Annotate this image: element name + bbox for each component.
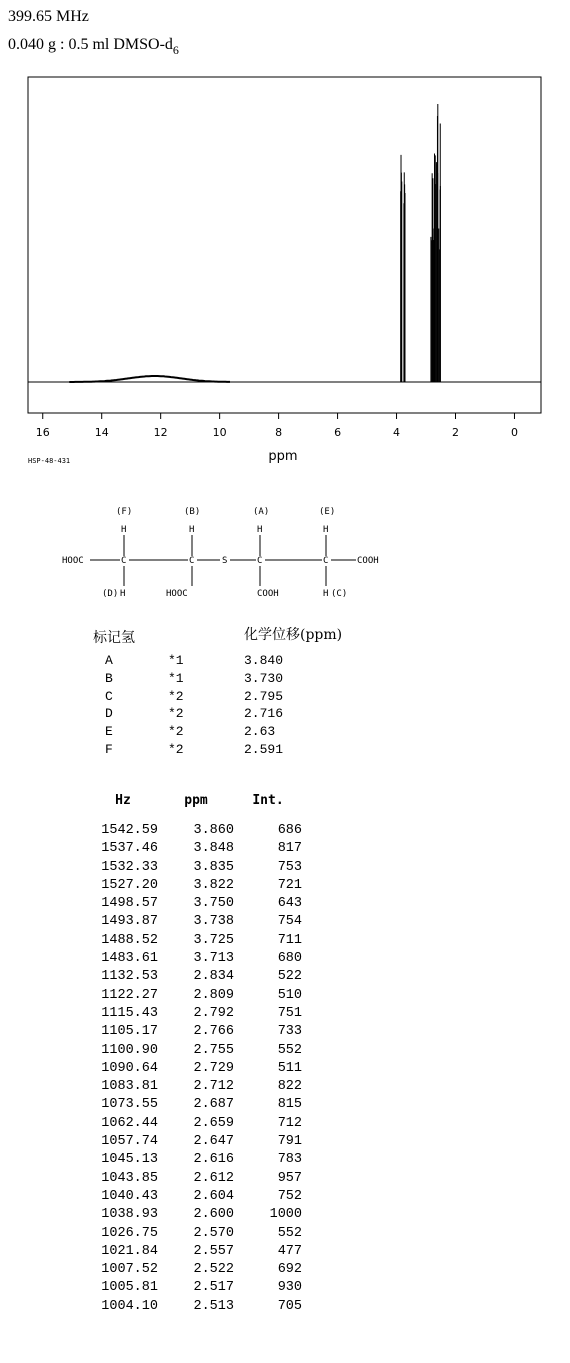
assignment-table (105, 652, 324, 759)
peak-ppm: 2.687 (193, 1097, 234, 1113)
assign-hydrogen: A (105, 653, 113, 668)
peak-ppm: 2.600 (193, 1207, 234, 1223)
table-row (88, 1261, 302, 1279)
table-row (88, 859, 302, 877)
h-c: H (323, 589, 329, 599)
peak-int: 783 (277, 1152, 302, 1168)
peak-ppm: 3.750 (193, 896, 234, 912)
nmr-spectrum-chart (0, 0, 570, 470)
assignment-row (105, 670, 324, 688)
table-row (88, 1188, 302, 1206)
cooh-right: COOH (357, 556, 379, 566)
peak-int: 791 (277, 1134, 302, 1150)
table-row (88, 1023, 302, 1041)
peak-ppm: 2.755 (193, 1042, 234, 1058)
assign-shift: 2.591 (244, 741, 284, 757)
peak-hz: 1073.55 (101, 1097, 158, 1113)
table-row (88, 1170, 302, 1188)
table-row (88, 1279, 302, 1297)
x-tick-label: 0 (510, 426, 518, 439)
peak-int: 822 (277, 1079, 302, 1095)
assign-multiplicity: *2 (168, 724, 184, 740)
x-tick-label: 12 (153, 426, 168, 439)
plot-frame (28, 77, 541, 413)
assign-multiplicity: *2 (168, 688, 184, 704)
assign-shift: 3.840 (244, 653, 284, 668)
table-row (88, 1005, 302, 1023)
peak-int: 733 (277, 1024, 302, 1040)
assignment-row (105, 705, 324, 723)
letter-c: (C) (331, 589, 348, 599)
h-d: H (120, 589, 126, 599)
peak-int: 680 (277, 951, 302, 967)
assign-hydrogen: F (105, 741, 113, 757)
peak-int: 643 (277, 896, 302, 912)
table-row (88, 840, 302, 858)
peak-ppm: 3.738 (193, 914, 234, 930)
peak-hz: 1083.81 (101, 1079, 158, 1095)
assign-header-shift: 化学位移(ppm) (244, 627, 343, 643)
table-row (88, 877, 302, 895)
peak-int: 957 (277, 1170, 302, 1186)
peak-int: 721 (277, 877, 302, 893)
peak-ppm: 2.612 (193, 1170, 234, 1186)
frequency-label: 399.65 MHz (8, 8, 89, 25)
peak-table-body (88, 822, 302, 1316)
assign-shift: 2.716 (244, 706, 284, 722)
table-row (88, 895, 302, 913)
table-row (88, 1096, 302, 1114)
peak-hz: 1062.44 (101, 1115, 158, 1131)
peak-hz: 1026.75 (101, 1225, 158, 1241)
peak-ppm: 3.835 (193, 859, 234, 875)
broad-acid-peak (69, 376, 230, 382)
assign-hydrogen: E (105, 724, 113, 740)
molecule-structure (60, 500, 400, 600)
table-row (88, 968, 302, 986)
peak-hz: 1090.64 (101, 1060, 158, 1076)
peak-int: 752 (277, 1188, 302, 1204)
hooc-b: HOOC (166, 589, 188, 599)
header-int: Int. (252, 792, 284, 808)
peak-ppm: 3.860 (193, 823, 234, 838)
peak-ppm: 2.604 (193, 1188, 234, 1204)
x-tick-label: 2 (452, 426, 459, 439)
peak-int: 552 (277, 1042, 302, 1058)
peak-table (88, 788, 302, 1316)
peak-int: 1000 (269, 1207, 302, 1223)
peak-hz: 1132.53 (101, 969, 158, 985)
assignment-table-body (105, 652, 324, 759)
sample-subscript: 6 (172, 43, 179, 57)
peak-int: 751 (277, 1005, 302, 1021)
peak-ppm: 2.647 (193, 1134, 234, 1150)
peak-ppm: 2.712 (193, 1079, 234, 1095)
header-ppm: ppm (184, 792, 208, 808)
assignment-row (105, 652, 324, 670)
peak-ppm: 3.725 (193, 932, 234, 948)
assign-multiplicity: *1 (168, 653, 184, 668)
peak-ppm: 2.570 (193, 1225, 234, 1241)
peak-int: 477 (277, 1243, 302, 1259)
peak-hz: 1532.33 (101, 859, 158, 875)
table-row (88, 1042, 302, 1060)
peak-group (401, 104, 441, 382)
peak-ppm: 3.713 (193, 951, 234, 967)
assign-shift: 2.795 (244, 688, 284, 704)
table-row (88, 913, 302, 931)
peak-hz: 1493.87 (101, 914, 158, 930)
letter-a: (A) (253, 507, 270, 517)
table-row (88, 987, 302, 1005)
peak-int: 705 (277, 1298, 302, 1314)
peak-hz: 1542.59 (101, 823, 158, 838)
peak-hz: 1038.93 (101, 1207, 158, 1223)
assign-hydrogen: D (105, 706, 113, 722)
peak-ppm: 2.513 (193, 1298, 234, 1314)
peak-int: 686 (277, 823, 302, 838)
peak-hz: 1005.81 (101, 1280, 158, 1296)
peak-ppm: 2.616 (193, 1152, 234, 1168)
peak-ppm: 3.848 (193, 841, 234, 857)
peak-ppm: 2.517 (193, 1280, 234, 1296)
assign-multiplicity: *1 (168, 670, 184, 686)
peak-int: 930 (277, 1280, 302, 1296)
peak-hz: 1498.57 (101, 896, 158, 912)
peak-hz: 1488.52 (101, 932, 158, 948)
x-axis-ticks (36, 413, 518, 439)
sulfur: S (222, 556, 228, 566)
carbon-f: C (121, 556, 127, 566)
letter-b: (B) (184, 507, 201, 517)
assignment-row (105, 723, 324, 741)
table-row (88, 950, 302, 968)
table-row (88, 1151, 302, 1169)
assign-header-hydrogen: 标记氢 (93, 630, 135, 646)
peak-int: 711 (277, 932, 302, 948)
peak-ppm: 2.766 (193, 1024, 234, 1040)
peak-int: 552 (277, 1225, 302, 1241)
peak-hz: 1007.52 (101, 1262, 158, 1278)
x-tick-label: 6 (334, 426, 342, 439)
hooc-left: HOOC (62, 556, 84, 566)
peak-int: 522 (277, 969, 302, 985)
peak-ppm: 2.834 (193, 969, 234, 985)
carbon-e: C (323, 556, 329, 566)
assign-shift: 2.63 (244, 724, 276, 740)
peak-hz: 1057.74 (101, 1134, 158, 1150)
x-tick-label: 16 (35, 426, 50, 439)
assign-hydrogen: C (105, 688, 113, 704)
peak-int: 815 (277, 1097, 302, 1113)
peak-table-header-row (88, 788, 302, 812)
peak-int: 754 (277, 914, 302, 930)
peak-hz: 1105.17 (101, 1024, 158, 1040)
peak-ppm: 2.809 (193, 987, 234, 1003)
x-tick-label: 4 (393, 426, 401, 439)
peak-hz: 1100.90 (101, 1042, 158, 1058)
peak-hz: 1043.85 (101, 1170, 158, 1186)
h-e: H (323, 525, 329, 535)
peak-hz: 1115.43 (101, 1005, 158, 1021)
peak-ppm: 2.659 (193, 1115, 234, 1131)
peak-hz: 1527.20 (101, 877, 158, 893)
letter-d: (D) (102, 589, 119, 599)
peak-hz: 1021.84 (101, 1243, 158, 1259)
table-row (88, 1078, 302, 1096)
peak-int: 753 (277, 859, 302, 875)
table-row (88, 1206, 302, 1224)
peak-ppm: 2.729 (193, 1060, 234, 1076)
peak-hz: 1045.13 (101, 1152, 158, 1168)
peak-int: 692 (277, 1262, 302, 1278)
peak-hz: 1040.43 (101, 1188, 158, 1204)
table-row (88, 1115, 302, 1133)
peak-ppm: 3.822 (193, 877, 234, 893)
table-row (88, 932, 302, 950)
peak-int: 510 (277, 987, 302, 1003)
letter-f: (F) (116, 507, 133, 517)
h-f: H (121, 525, 127, 535)
letter-e: (E) (319, 507, 336, 517)
table-row (88, 1060, 302, 1078)
table-row (88, 1243, 302, 1261)
assign-multiplicity: *2 (168, 741, 184, 757)
assign-hydrogen: B (105, 670, 113, 686)
peak-hz: 1537.46 (101, 841, 158, 857)
x-tick-label: 10 (212, 426, 227, 439)
table-row (88, 1133, 302, 1151)
assign-multiplicity: *2 (168, 706, 184, 722)
table-row (88, 1298, 302, 1316)
x-axis-label: ppm (268, 449, 298, 464)
carbon-a: C (257, 556, 263, 566)
peak-hz: 1122.27 (101, 987, 158, 1003)
spectrum-code: HSP-48-431 (28, 457, 71, 465)
table-row (88, 822, 302, 840)
peak-hz: 1004.10 (101, 1298, 158, 1314)
peak-ppm: 2.792 (193, 1005, 234, 1021)
peak-ppm: 2.522 (193, 1262, 234, 1278)
peak-hz: 1483.61 (101, 951, 158, 967)
peak-int: 712 (277, 1115, 302, 1131)
sample-text: 0.040 g : 0.5 ml DMSO-d (8, 36, 173, 53)
cooh-a: COOH (257, 589, 279, 599)
table-row (88, 1225, 302, 1243)
assignment-row (105, 688, 324, 706)
x-tick-label: 14 (94, 426, 109, 439)
header-hz: Hz (115, 792, 131, 808)
assign-shift: 3.730 (244, 670, 284, 686)
peak-int: 511 (277, 1060, 302, 1076)
peak-int: 817 (277, 841, 302, 857)
carbon-b: C (189, 556, 195, 566)
peak-ppm: 2.557 (193, 1243, 234, 1259)
h-b: H (189, 525, 195, 535)
assignment-row (105, 741, 324, 759)
x-tick-label: 8 (275, 426, 283, 439)
h-a: H (257, 525, 263, 535)
